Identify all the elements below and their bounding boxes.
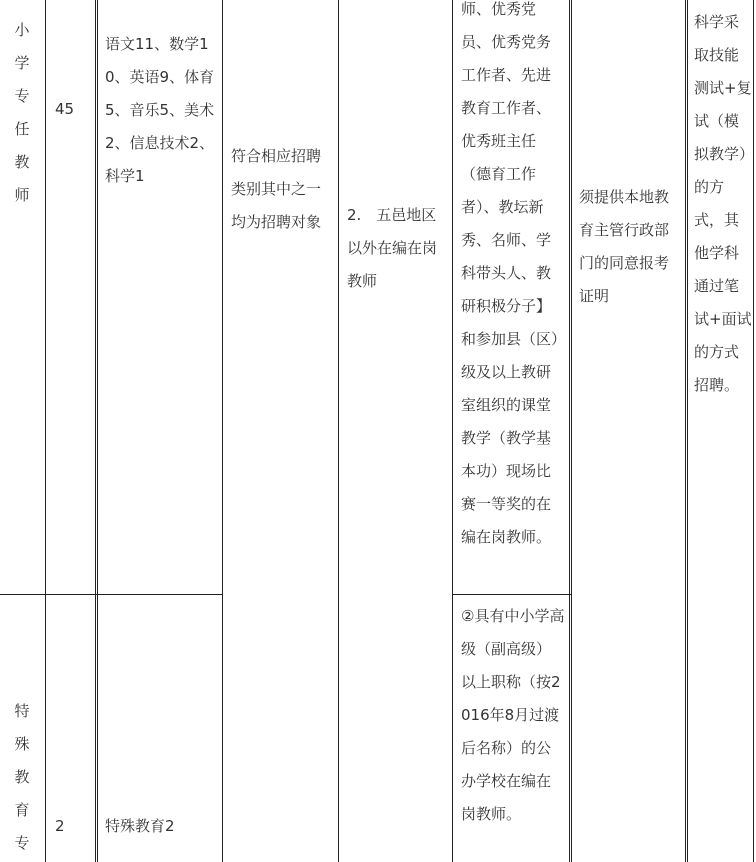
subjects-primary: 语文11、数学10、英语9、体育5、音乐5、美术2、信息技术2、科学1 (105, 35, 215, 185)
proof-text: 须提供本地教育主管行政部门的同意报考证明 (579, 188, 670, 305)
grid-line-v4 (338, 0, 339, 862)
grid-line-v2b (97, 0, 98, 862)
category-char: 育 (14, 801, 30, 819)
target-text: 符合相应招聘类别其中之一均为招聘对象 (231, 147, 322, 231)
category-primary (0, 14, 44, 212)
category-char: 任 (14, 120, 30, 138)
category-char: 教 (14, 768, 30, 786)
category-char: 师 (14, 186, 30, 204)
grid-line-v2 (95, 0, 96, 862)
category-char: 专 (14, 87, 30, 105)
grid-line-v7 (685, 0, 686, 862)
grid-line-v1 (45, 0, 46, 862)
category-special (0, 695, 44, 860)
category-char: 特 (14, 702, 30, 720)
subjects-special: 特殊教育2 (105, 817, 175, 835)
category-char: 殊 (14, 735, 30, 753)
conditions-part1: 师、优秀党员、优秀党务工作者、先进教育工作者、优秀班主任（德育工作者）、教坛新秀、名师、学科带头人、教研积极分子】和参加县（区）级及以上教研室组织的课堂教学（教学基本功）现场比赛一等奖的在编在岗教师。 (461, 0, 559, 546)
category-char: 学 (14, 54, 30, 72)
category-char: 专 (14, 834, 30, 852)
grid-line-v5 (452, 0, 453, 862)
row-divider-mid (452, 594, 572, 595)
count-primary: 45 (55, 100, 75, 118)
method-text: 科学采取技能测试+复试（模拟教学）的方式，其他学科通过笔试+面试的方式招聘。 (694, 13, 752, 394)
conditions-part2: ②具有中小学高级（副高级）以上职称（按2016年8月过渡后名称）的公办学校在编在岗教师。 (461, 607, 565, 823)
grid-line-v3 (222, 0, 223, 862)
scope-text: 2. 五邑地区以外在编在岗教师 (347, 206, 438, 290)
grid-line-v7b (687, 0, 688, 862)
row-divider-left (0, 594, 223, 595)
category-char: 小 (14, 21, 30, 39)
count-special: 2 (55, 817, 65, 835)
grid-line-v6 (569, 0, 570, 862)
grid-line-v6b (571, 0, 572, 862)
category-char: 教 (14, 153, 30, 171)
grid-line-v8 (753, 0, 754, 862)
